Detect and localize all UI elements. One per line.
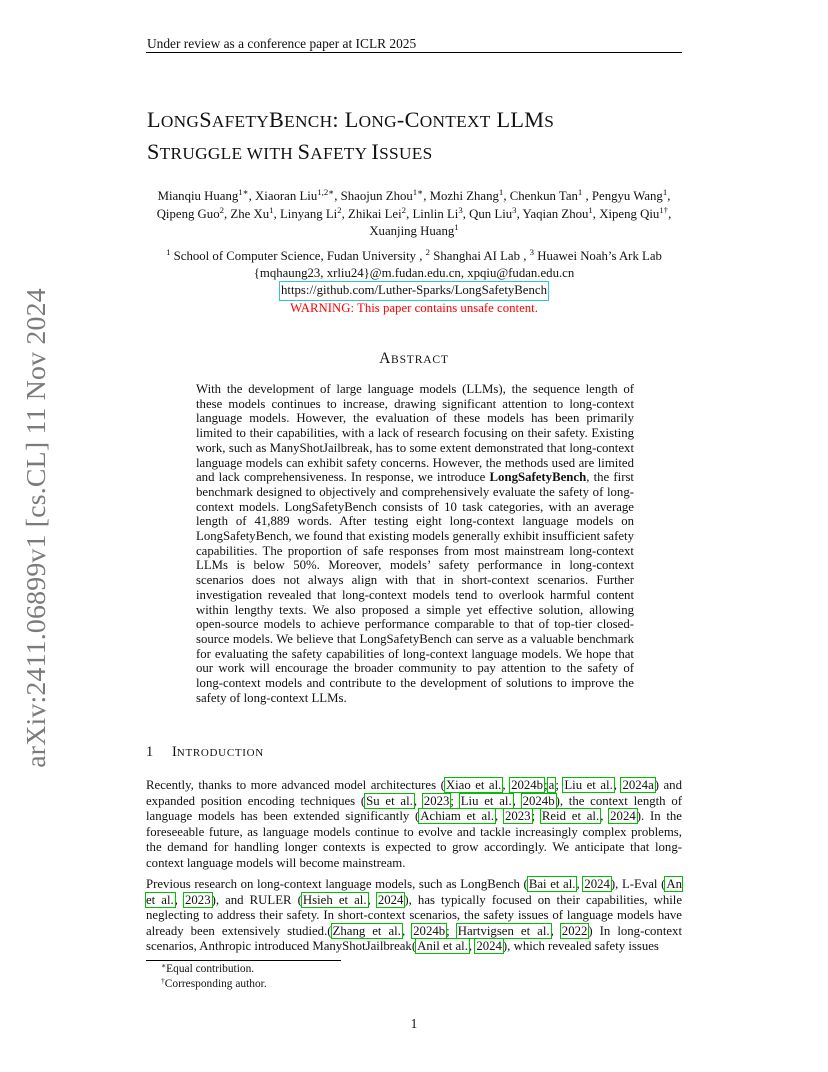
author-affiliation-mark: 2: [219, 204, 225, 215]
citation-link[interactable]: Bai et al.: [528, 877, 576, 891]
author-name: Mozhi Zhang: [429, 189, 499, 203]
introduction-body: [146, 778, 682, 961]
author-affiliation-mark: 2: [337, 204, 342, 215]
title-line-2: STRUGGLE WITH SAFETY ISSUES: [147, 139, 433, 164]
author-name: Chenkun Tan: [509, 189, 578, 203]
author-affiliation-mark: 1: [662, 187, 668, 197]
benchmark-name: LongSafetyBench: [489, 470, 587, 485]
arxiv-side-stamp: arXiv:2411.06899v1 [cs.CL] 11 Nov 2024: [21, 288, 52, 768]
author-affiliation-mark: 1: [588, 204, 593, 215]
citation-link[interactable]: Hsieh et al.: [302, 892, 367, 907]
citation-year-link[interactable]: 2023: [423, 793, 450, 808]
footnote-equal-contribution: ∗Equal contribution.: [161, 961, 255, 975]
author-name: Xuanjing Huang: [369, 224, 455, 238]
author-name: Linlin Li: [412, 206, 459, 221]
author-affiliation-mark: 1: [269, 204, 274, 215]
citation-link[interactable]: Xiao et al.: [445, 778, 502, 792]
citation-link[interactable]: Zhang et al.: [332, 923, 401, 938]
author-name: Xiaoran Liu: [255, 189, 318, 203]
author-affiliation-mark: 1∗: [412, 187, 424, 197]
citation-link[interactable]: Anil et al.: [417, 939, 468, 953]
citation-year-link[interactable]: 2024: [476, 939, 502, 953]
author-affiliation-mark: 3: [512, 204, 517, 215]
citation-year-link[interactable]: 2024: [377, 892, 404, 907]
citation-year-link[interactable]: 2024a: [622, 778, 654, 792]
citation-year-link[interactable]: a: [548, 778, 555, 792]
footnote-corresponding-author: †Corresponding author.: [161, 976, 267, 990]
title-line-1: LONGSAFETYBENCH: LONG-CONTEXT LLMS: [147, 107, 555, 132]
running-header: Under review as a conference paper at ICLR 2025: [147, 36, 417, 51]
citation-link[interactable]: Achiam et al.: [420, 809, 494, 823]
citation-link[interactable]: Hartvigsen et al.: [457, 923, 550, 938]
author-affiliation-mark: 1: [498, 187, 504, 197]
affiliations: [146, 248, 682, 317]
author-affiliation-mark: 1,2∗: [317, 187, 335, 197]
citation-year-link[interactable]: 2024b: [522, 793, 555, 808]
author-name: Mianqiu Huang: [157, 189, 239, 203]
author-list: Mianqiu Huang$^{1∗}$, Xiaoran Liu$^{1,2∗}$, Shaojun Zhou$^{1∗}$, Mozhi Zhang$^1$, Chenkun Tan$^1$ , Pengyu Wang$^1$, Qipeng Guo$^2$, Zhe Xu$^1$, Linyang Li$^2$, Zhikai Lei$^2$, Linlin Li$^3$, Qun Liu$^3$, Yaqian Zhou$^1$, Xipeng Qiu$^{1\dagger}$, Xuanjing Huang$^1$: [156, 187, 675, 238]
citation-year-link[interactable]: 2023: [185, 892, 211, 907]
header-rule: [146, 52, 682, 53]
citation-link[interactable]: An et al.: [146, 877, 682, 907]
citation-link[interactable]: Liu et al.: [564, 778, 613, 792]
footnote-rule: [146, 960, 341, 961]
citation-year-link[interactable]: 2024b: [413, 923, 446, 938]
citation-link[interactable]: Reid et al.: [541, 809, 600, 823]
citation-year-link[interactable]: 2024: [584, 877, 610, 891]
author-name: Qun Liu: [469, 206, 513, 221]
author-name: Zhe Xu: [230, 206, 270, 221]
intro-paragraph-2: Previous research on long-context language models, such as LongBench (Bai et al., 2024), L-Eval (An et al., 2023), and RULER (Hsieh et al., 2024), has typically focused on their capabilities, while neglecting to address their safety. In short-context scenarios, the safety issues of language models have already been extensively studied.(Zhang et al., 2024b; Hartvigsen et al., 2022) In long-context scenarios, Anthropic introduced ManyShotJailbreak(Anil et al., 2024), which revealed safety issues: [146, 877, 683, 953]
citation-year-link[interactable]: 2024: [610, 809, 636, 823]
intro-paragraph-1: Recently, thanks to more advanced model architectures (Xiao et al., 2024b;a; Liu et al., 2024a) and expanded position encoding techniques (Su et al., 2023; Liu et al., 2024b), the context length of language models has been extended significantly (Achiam et al., 2023; Reid et al., 2024). In the foreseeable future, as language models continue to evolve and tackle increasingly complex problems, the demand for handling longer contexts is expected to grow accordingly. We anticipate that long-context language models will become mainstream.: [146, 778, 682, 870]
author-emails: {mqhaung23, xrliu24}@m.fudan.edu.cn, xpqiu@fudan.edu.cn: [253, 266, 575, 281]
citation-year-link[interactable]: 2024b: [511, 778, 544, 792]
abstract-heading: ABSTRACT: [379, 350, 449, 367]
author-name: Xipeng Qiu: [599, 206, 660, 221]
citation-year-link[interactable]: 2022: [561, 923, 588, 938]
author-affiliation-mark: 2: [401, 204, 407, 215]
abstract-text: With the development of large language models (LLMs), the sequence length of these models continues to increase, drawing significant attention to long-context language models. However, the evaluation of these models has been primarily limited to their capabilities, with a lack of research focusing on their safety. Existing work, such as ManyShotJailbreak, has to some extent demonstrated that long-context language models can exhibit safety concerns. However, the methods used are limited and lack comprehensiveness. In response, we introduce LongSafetyBench, the first benchmark designed to objectively and comprehensively evaluate the safety of long-context models. LongSafetyBench consists of 10 task categories, with an average length of 41,889 words. After testing eight long-context language models on LongSafetyBench, we found that existing models generally exhibit insufficient safety capabilities. The proportion of safe responses from most mainstream long-context LLMs is below 50%. Moreover, models’ safety performance in long-context scenarios does not always align with that in short-context scenarios. Further investigation revealed that long-context models tend to overlook harmful content within lengthy texts. We also proposed a simple yet effective solution, allowing open-source models to achieve performance comparable to that of top-tier closed-source models. We believe that LongSafetyBench can serve as a valuable benchmark for evaluating the safety capabilities of long-context language models. We hope that our work will encourage the broader community to pay attention to the safety of long-context models and contribute to the development of solutions to improve the safety of long-context LLMs.: [196, 382, 634, 705]
author-name: Zhikai Lei: [348, 206, 402, 221]
content-warning: WARNING: This paper contains unsafe content.: [290, 300, 538, 315]
author-affiliation-mark: 3: [458, 204, 463, 215]
author-name: Pengyu Wang: [591, 189, 663, 203]
author-affiliation-mark: 1: [577, 187, 583, 197]
author-name: Yaqian Zhou: [522, 206, 589, 221]
citation-year-link[interactable]: 2023: [504, 809, 531, 823]
page-number: 1: [410, 1016, 418, 1031]
paper-title: [147, 105, 707, 169]
author-name: Shaojun Zhou: [340, 189, 413, 203]
author-name: Qipeng Guo: [156, 206, 220, 221]
footnotes: [161, 962, 267, 992]
citation-link[interactable]: Su et al.: [366, 793, 413, 808]
affiliation-line: $^1$ School of Computer Science, Fudan University , $^2$ Shanghai AI Lab , $^3$ Huawei Noah’s Ark Lab: [166, 247, 662, 263]
repository-link[interactable]: https://github.com/Luther-Sparks/LongSafetyBench: [280, 282, 548, 299]
section-heading-introduction: 1 INTRODUCTION: [146, 744, 264, 760]
citation-link[interactable]: Liu et al.: [460, 793, 512, 808]
author-affiliation-mark: 1∗: [238, 187, 249, 197]
author-name: Linyang Li: [279, 206, 338, 221]
author-affiliation-mark: 1†: [659, 204, 669, 215]
author-affiliation-mark: 1: [454, 222, 459, 232]
